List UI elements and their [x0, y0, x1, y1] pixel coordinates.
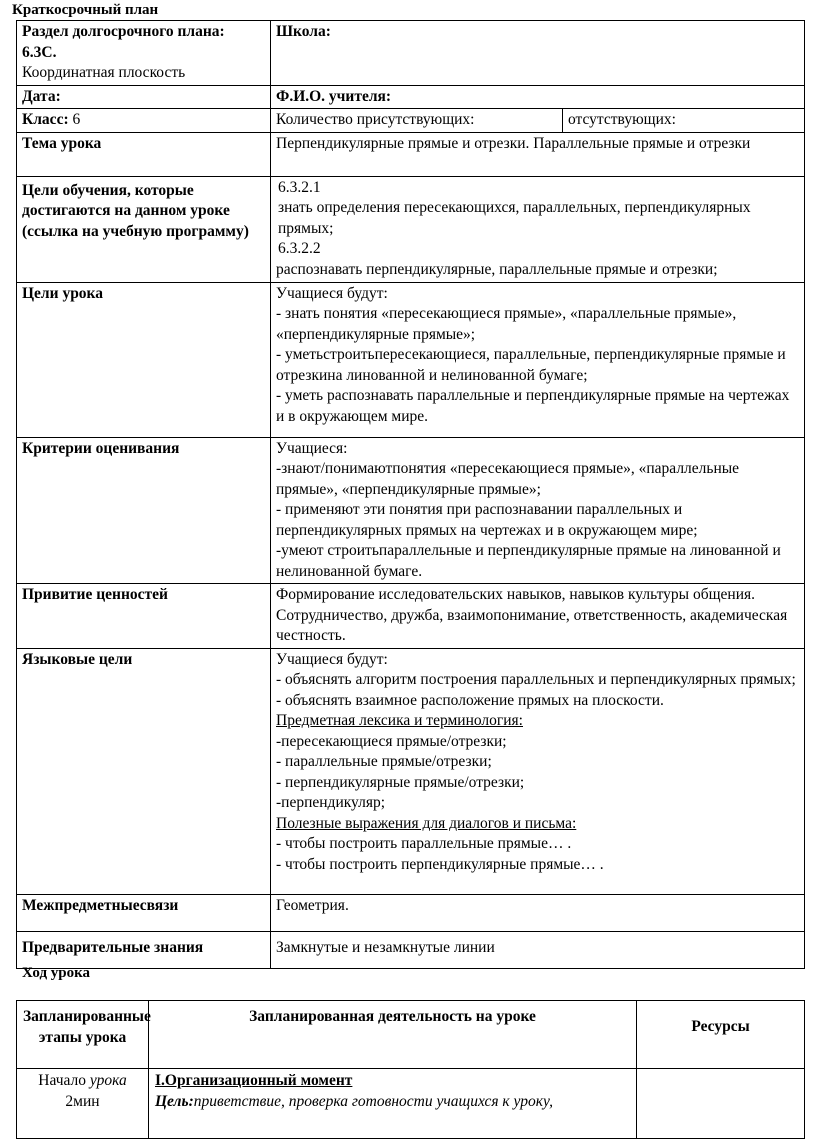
- topic-value: Перпендикулярные прямые и отрезки. Параллельные прямые и отрезки: [271, 132, 805, 176]
- list-item: -умеют строитьпараллельные и перпендикулярные прямые на линованной и нелинованной бумаге.: [276, 542, 781, 580]
- lesson-goals-cell: [271, 282, 805, 437]
- objectives-cell: [271, 176, 805, 282]
- list-item: - объяснять взаимное расположение прямых на плоскости.: [276, 691, 664, 709]
- section-name: Координатная плоскость: [22, 64, 186, 81]
- school-label: Школа:: [276, 23, 331, 40]
- row-language: [17, 648, 805, 894]
- teacher-label: Ф.И.О. учителя:: [271, 85, 805, 109]
- activity-heading: I.Организационный момент: [155, 1072, 353, 1089]
- list-item: Учащиеся будут:: [276, 284, 388, 302]
- page-title: Краткосрочный план: [12, 2, 159, 18]
- row-values: [17, 584, 805, 649]
- language-intro: Учащиеся будут:: [276, 650, 388, 668]
- section-title: Ход урока: [22, 965, 91, 981]
- lesson-goals-label: Цели урока: [17, 282, 271, 437]
- class-value: 6: [72, 111, 81, 128]
- row-section: [17, 21, 805, 86]
- section-label: Раздел долгосрочного плана:: [22, 23, 225, 40]
- flow-header-row: [17, 1001, 805, 1069]
- cross-value: Геометрия.: [271, 894, 805, 931]
- row-criteria: [17, 437, 805, 584]
- activity-cell: [149, 1069, 637, 1139]
- phrases-heading: Полезные выражения для диалогов и письма:: [276, 814, 577, 832]
- row-objectives: [17, 176, 805, 282]
- row-cross-links: [17, 894, 805, 931]
- list-item: - применяют эти понятия при распознавании параллельных и перпендикулярных прямых на чертежах и в окружающем мире;: [276, 501, 698, 539]
- date-label: Дата:: [17, 85, 271, 109]
- col-resources-header: Ресурсы: [637, 1001, 805, 1069]
- list-item: - уметьстроитьпересекающиеся, параллельные, перпендикулярные прямые и отрезкина линованной и нелинованной бумаге;: [276, 346, 786, 384]
- short-term-plan-table: [16, 20, 805, 969]
- objective-code: 6.3.2.1: [278, 178, 321, 196]
- present-label: Количество присутствующих:: [271, 109, 563, 133]
- criteria-label: Критерии оценивания: [17, 437, 271, 584]
- row-topic: [17, 132, 805, 176]
- table-row: [17, 1069, 805, 1139]
- objective-text: распознавать перпендикулярные, параллельные прямые и отрезки;: [276, 260, 718, 278]
- list-item: - знать понятия «пересекающиеся прямые», «параллельные прямые», «перпендикулярные прямые»;: [276, 305, 737, 343]
- col-stages-header: Запланированные этапы урока: [17, 1001, 149, 1069]
- class-cell: [17, 109, 271, 133]
- cross-label: Межпредметныесвязи: [17, 894, 271, 931]
- values-label: Привитие ценностей: [17, 584, 271, 649]
- topic-label: Тема урока: [17, 132, 271, 176]
- objective-text: знать определения пересекающихся, параллельных, перпендикулярных прямых;: [278, 199, 751, 237]
- list-item: - объяснять алгоритм построения параллельных и перпендикулярных прямых;: [276, 671, 796, 688]
- criteria-cell: [271, 437, 805, 584]
- list-item: - перпендикулярные прямые/отрезки;: [276, 773, 525, 791]
- list-item: -перпендикуляр;: [276, 794, 386, 811]
- section-cell: [17, 21, 271, 86]
- section-code: 6.3С.: [22, 43, 57, 61]
- objectives-label: Цели обучения, которые достигаются на данном уроке (ссылка на учебную программу): [17, 176, 271, 282]
- language-label: Языковые цели: [17, 648, 271, 894]
- values-value: Формирование исследовательских навыков, навыков культуры общения. Сотрудничество, дружба, взаимопонимание, ответственность, академическая честность.: [271, 584, 805, 649]
- resources-cell: [637, 1069, 805, 1139]
- stage-cell: [17, 1069, 149, 1139]
- stage-name: Начало урока: [38, 1072, 127, 1089]
- vocab-heading: Предметная лексика и терминология:: [276, 712, 523, 729]
- lesson-flow-table: [16, 1000, 805, 1139]
- row-prior-knowledge: [17, 931, 805, 968]
- class-label: Класс:: [22, 111, 69, 128]
- prior-label: Предварительные знания: [17, 931, 271, 968]
- absent-label: отсутствующих:: [563, 109, 805, 133]
- col-activity-header: Запланированная деятельность на уроке: [149, 1001, 637, 1069]
- objective-code: 6.3.2.2: [278, 240, 321, 257]
- list-item: -знают/понимаютпонятия «пересекающиеся прямые», «параллельные прямые», «перпендикулярные прямые»;: [276, 460, 740, 498]
- list-item: - чтобы построить перпендикулярные прямые… .: [276, 855, 604, 873]
- list-item: -пересекающиеся прямые/отрезки;: [276, 732, 507, 750]
- list-item: - уметь распознавать параллельные и перпендикулярные прямые на чертежах и в окружающем мире.: [276, 387, 790, 425]
- row-class: [17, 109, 805, 133]
- activity-goal: Цель:приветствие, проверка готовности учащихся к уроку,: [155, 1092, 553, 1110]
- list-item: - чтобы построить параллельные прямые… .: [276, 835, 572, 852]
- school-cell: [271, 21, 805, 86]
- list-item: - параллельные прямые/отрезки;: [276, 753, 492, 770]
- list-item: Учащиеся:: [276, 439, 348, 457]
- row-date: [17, 85, 805, 109]
- stage-time: 2мин: [65, 1092, 100, 1110]
- language-cell: [271, 648, 805, 894]
- prior-value: Замкнутые и незамкнутые линии: [271, 931, 805, 968]
- row-lesson-goals: [17, 282, 805, 437]
